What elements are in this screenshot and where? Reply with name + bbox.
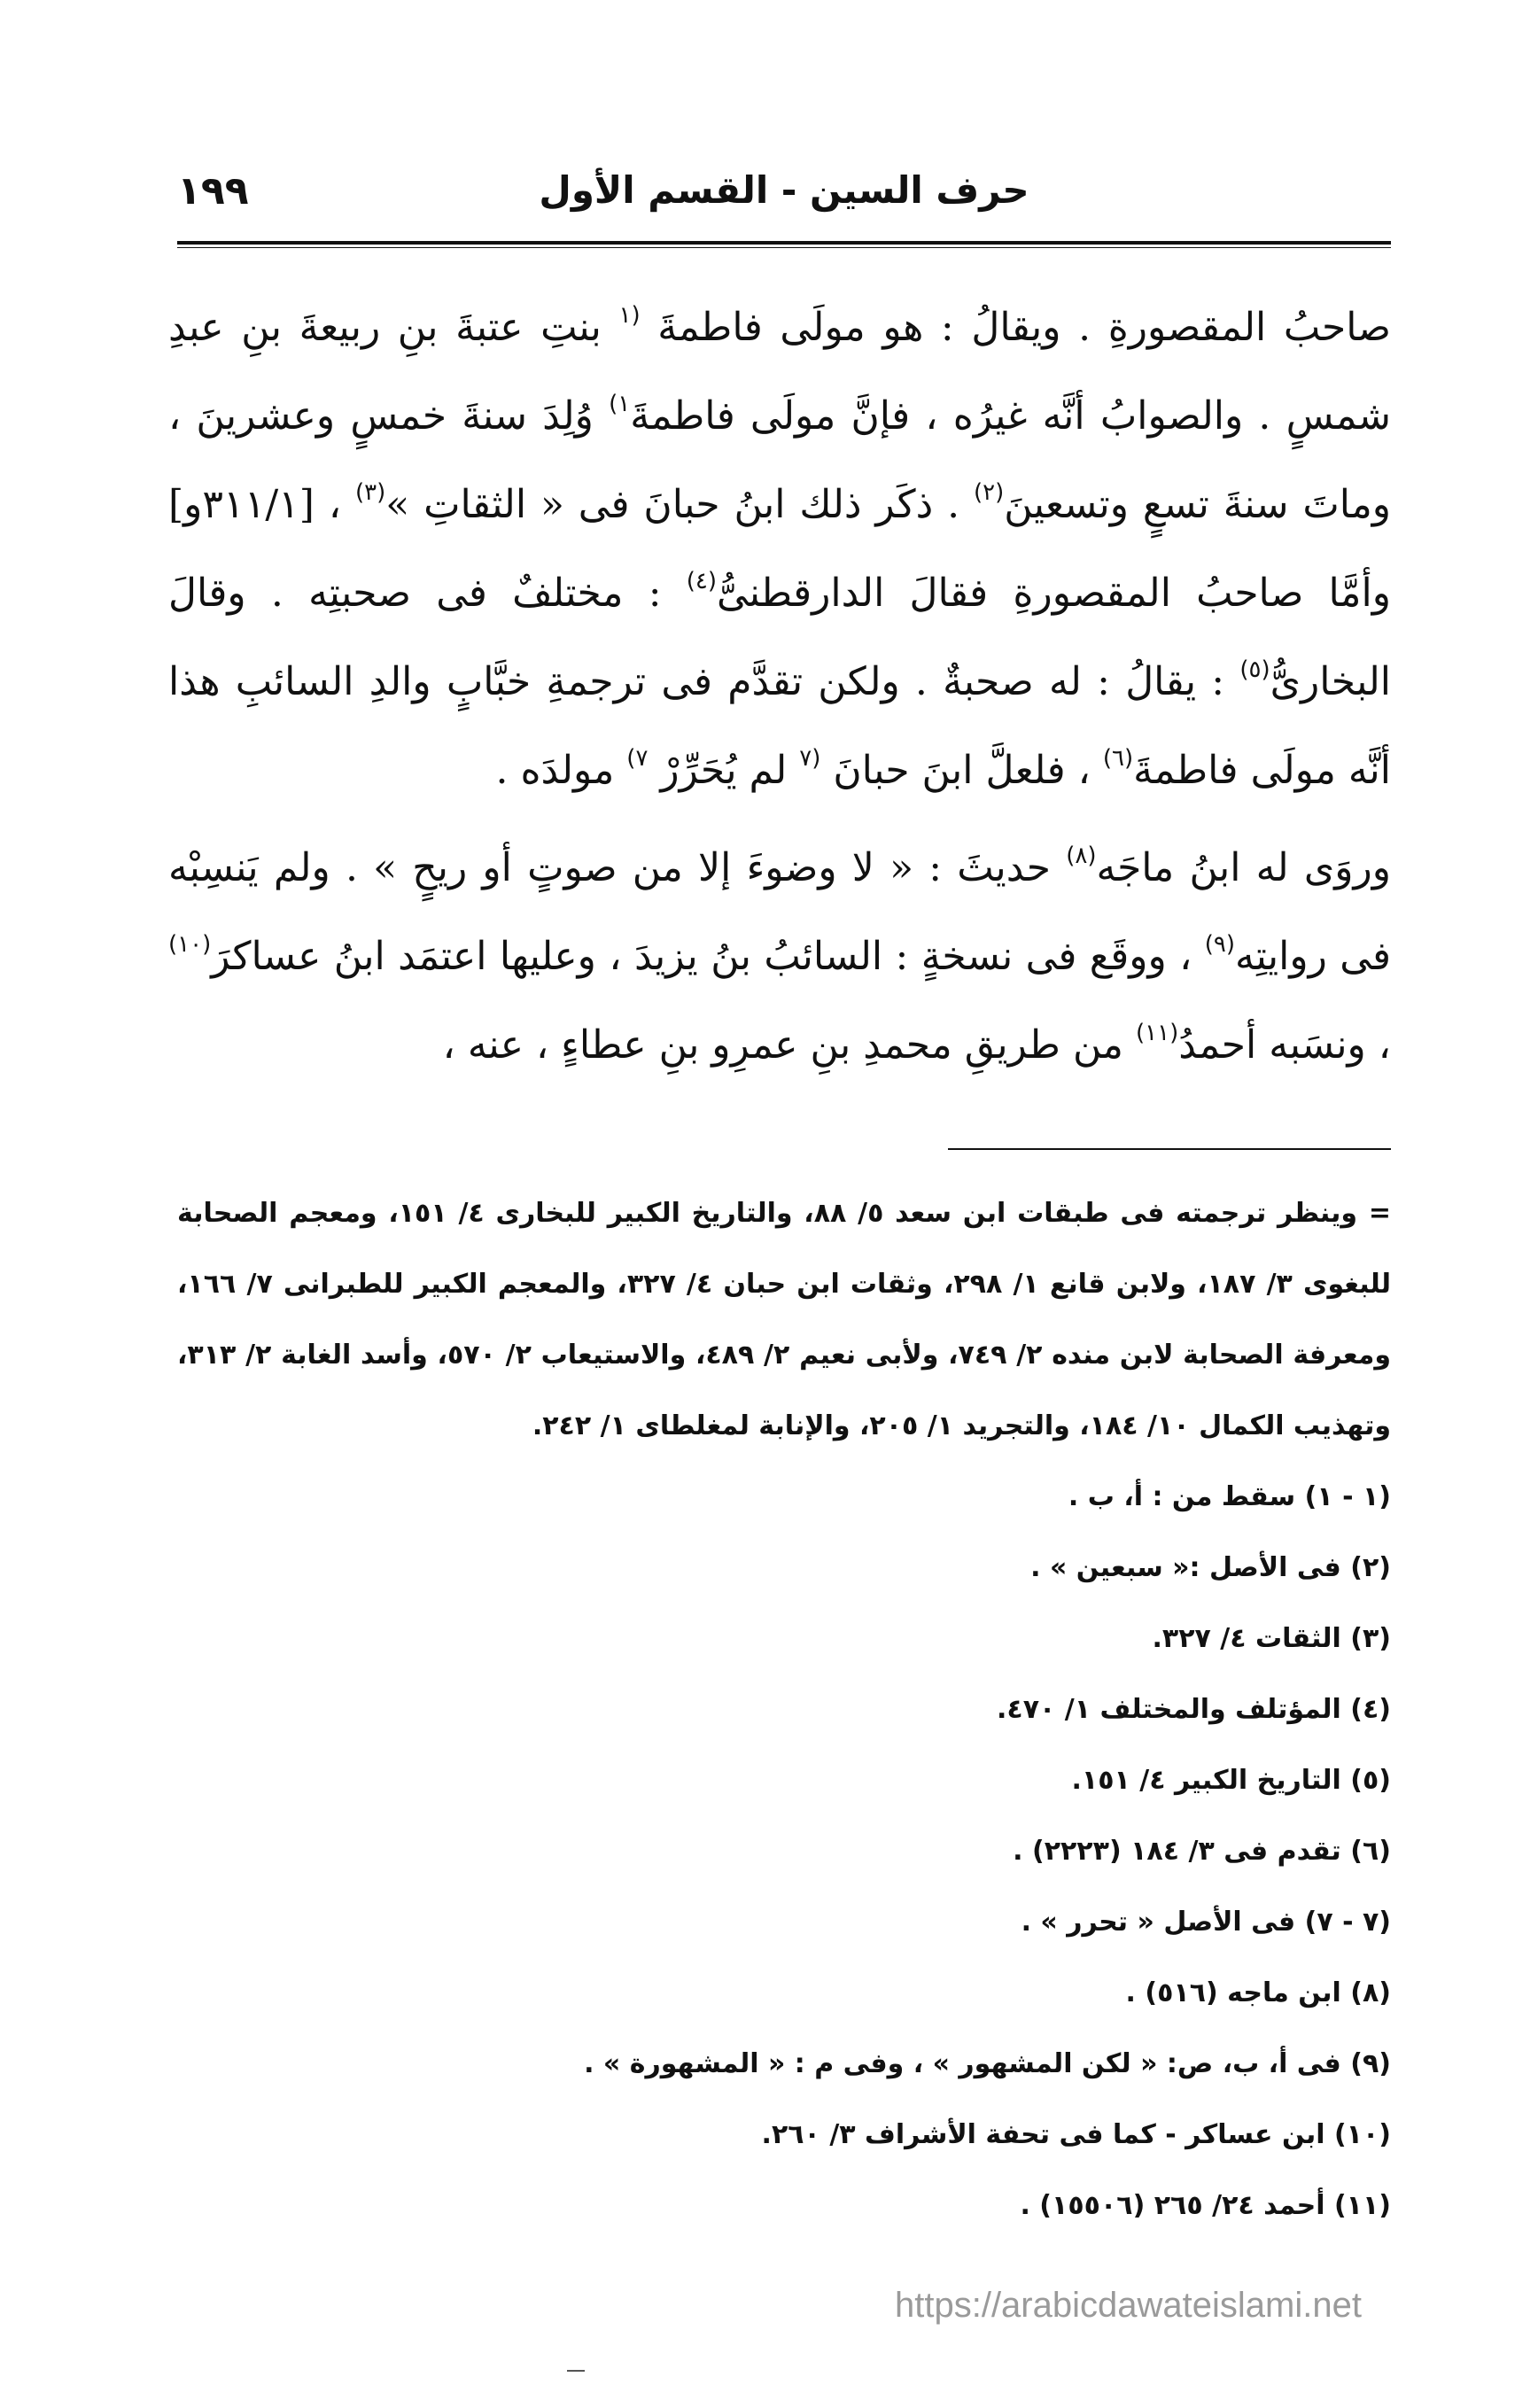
footnote-item: (٤) المؤتلف والمختلف ١/ ٤٧٠.: [997, 1694, 1391, 1725]
footnote-item: (٣) الثقات ٤/ ٣٢٧.: [1152, 1623, 1391, 1654]
page-number: ١٩٩: [177, 168, 249, 214]
footnote-rule: [948, 1148, 1391, 1150]
footnote-ref: (٥): [1239, 656, 1270, 683]
header-rule: [177, 241, 1391, 248]
text-segment: مولدَه .: [495, 748, 627, 793]
footnote-item: (٢) فى الأصل :« سبعين » .: [1030, 1552, 1391, 1583]
footnote-ref: (٤): [686, 568, 718, 594]
footnote-ref: (٧: [799, 745, 821, 772]
footnote-ref: ١): [609, 391, 631, 417]
footnote-ref: (١٠): [168, 931, 212, 958]
footnote-ref: (٩): [1204, 931, 1236, 958]
footnotes: [177, 1178, 1391, 2241]
text-segment: ، [٣١١/١و] وأمَّا صاحبُ المقصورةِ فقالَ الدارقطنىُّ: [168, 482, 1391, 616]
text-segment: وُلِدَ سنةَ خمسٍ وعشرينَ ، وماتَ سنةَ تسعٍ وتسعينَ: [168, 393, 1392, 527]
footnote-ref: ٧): [626, 745, 649, 772]
running-title: حرف السين - القسم الأول: [539, 168, 1029, 212]
footnote-list: [177, 1462, 1391, 2241]
footnote-item: (٦) تقدم فى ٣/ ١٨٤ (٢٢٢٣) .: [1013, 1836, 1391, 1867]
footnote-item: (١١) أحمد ٢٤/ ٢٦٥ (١٥٥٠٦) .: [1020, 2190, 1391, 2221]
footnote-ref: (٨): [1066, 843, 1097, 869]
text-segment: ، ونسَبه أحمدُ: [1178, 1022, 1391, 1068]
page-header: [177, 159, 1391, 230]
footnote-ref: (١١): [1136, 1020, 1179, 1046]
footnote-ref: (٢): [973, 479, 1005, 506]
text-segment: . ذكَر ذلك ابنُ حبانَ فى « الثقاتِ »: [385, 482, 974, 527]
footnote-item: (١٠) ابن عساكر - كما فى تحفة الأشراف ٣/ ٢٦٠.: [761, 2119, 1391, 2150]
text-segment: بنتِ عتبةَ بنِ ربيعةَ بنِ عبدِ شمسٍ . والصوابُ أنَّه غيرُه ، فإنَّ مولَى فاطمةَ: [168, 305, 1391, 439]
footnote-item: (١ - ١) سقط من : أ، ب .: [1068, 1481, 1391, 1512]
footnote-ref: (٦): [1102, 745, 1134, 772]
main-text: [168, 284, 1391, 1090]
text-segment: لم يُحَرِّرْ: [648, 748, 800, 793]
footnote-ref: (٣): [354, 479, 386, 506]
footnote-item: (٥) التاريخ الكبير ٤/ ١٥١.: [1071, 1765, 1391, 1796]
text-segment: وروَى له ابنُ ماجَه: [1096, 845, 1391, 890]
watermark: https://arabicdawateislami.net: [895, 2286, 1362, 2325]
text-segment: : يقالُ : له صحبةٌ . ولكن تقدَّم فى ترجمةِ خبَّابٍ والدِ السائبِ هذا أنَّه مولَى فاطمةَ: [168, 659, 1391, 793]
text-segment: ، ووقَع فى نسخةٍ : السائبُ بنُ يزيدَ ، وعليها اعتمَد ابنُ عساكرَ: [211, 934, 1205, 979]
bottom-mark: [567, 2370, 585, 2372]
footnote-item: (٨) ابن ماجه (٥١٦) .: [1125, 1977, 1391, 2008]
text-segment: من طريقِ محمدِ بنِ عمرِو بنِ عطاءٍ ، عنه ،: [442, 1022, 1136, 1068]
text-segment: صاحبُ المقصورةِ . ويقالُ : هو مولَى فاطمةَ: [640, 305, 1392, 350]
footnote-item: (٧ - ٧) فى الأصل « تحرر » .: [1021, 1907, 1391, 1938]
footnote-ref: (١: [618, 302, 641, 329]
paragraph-1: [168, 284, 1391, 815]
text-segment: : مختلفٌ فى صحبتِه . وقالَ البخارىُّ: [168, 571, 1391, 704]
text-segment: ، فلعلَّ ابنَ حبانَ: [820, 748, 1103, 793]
footnote-continuation: = وينظر ترجمته فى طبقات ابن سعد ٥/ ٨٨، والتاريخ الكبير للبخارى ٤/ ١٥١، ومعجم الصحابة للبغوى ٣/ ١٨٧، ولابن قانع ١/ ٢٩٨، وثقات ابن حبان ٤/ ٣٢٧، والمعجم الكبير للطبرانى ٧/ ١٦٦، ومعرفة الصحابة لابن منده ٢/ ٧٤٩، ولأبى نعيم ٢/ ٤٨٩، والاستيعاب ٢/ ٥٧٠، وأسد الغابة ٢/ ٣١٣، وتهذيب الكمال ١٠/ ١٨٤، والتجريد ١/ ٢٠٥، والإنابة لمغلطاى ١/ ٢٤٢.: [177, 1198, 1391, 1441]
footnote-item: (٩) فى أ، ب، ص: « لكن المشهور » ، وفى م : « المشهورة » .: [584, 2048, 1391, 2079]
paragraph-2: [168, 824, 1391, 1090]
text-segment: حديثَ : « لا وضوءَ إلا من صوتٍ أو ريحٍ » . ولم يَنسِبْه فى روايتِه: [168, 845, 1392, 979]
